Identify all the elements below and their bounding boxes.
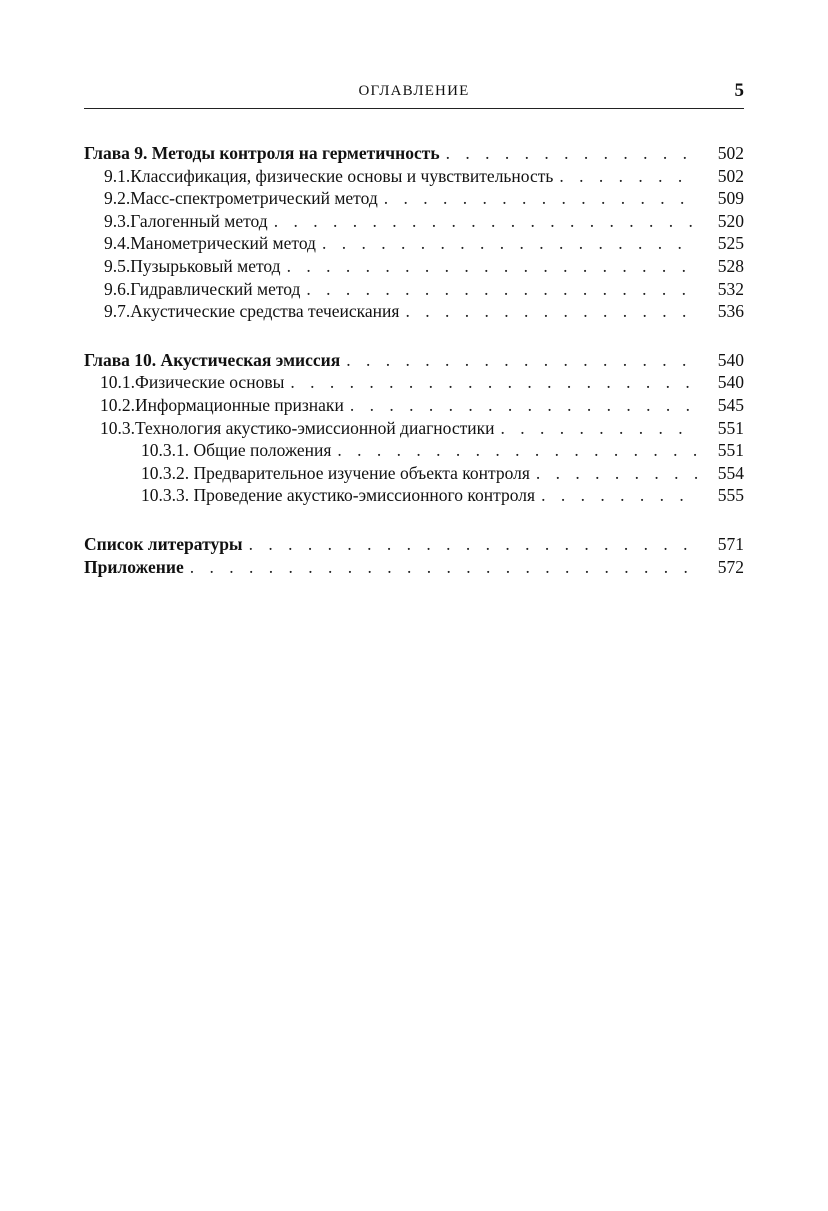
toc-page-number: 520 [717, 210, 744, 231]
dot-leader [350, 394, 698, 417]
toc-section-9-6[interactable] [84, 278, 744, 301]
toc-section-title: Пузырьковый метод [130, 255, 281, 276]
dot-leader [190, 556, 698, 579]
toc-section-number: 9.6. [104, 278, 131, 299]
toc-page-number: 551 [717, 417, 744, 438]
toc-section-9-5[interactable] [84, 255, 744, 278]
toc-section-number: 9.5. [104, 255, 131, 276]
toc-bibliography[interactable] [84, 533, 744, 556]
toc-section-title: Манометрический метод [130, 233, 316, 254]
toc-section-9-1[interactable] [84, 165, 744, 188]
toc-section-10-2[interactable] [84, 394, 744, 417]
toc-page-number: 536 [717, 301, 744, 322]
toc-chapter-title: Список литературы [84, 533, 243, 554]
toc-section-number: 10.1. [100, 372, 135, 393]
toc-section-title: Масс-спектрометрический метод [130, 188, 378, 209]
toc-section-title: Технология акустико-эмиссионной диагностики [135, 417, 495, 438]
toc-subsection-title: 10.3.2. Предварительное изучение объекта контроля [141, 462, 530, 483]
toc-section-title: Акустические средства течеискания [130, 301, 400, 322]
dot-leader [249, 533, 698, 556]
dot-leader [337, 439, 698, 462]
toc-section-10-3[interactable] [84, 417, 744, 440]
dot-leader [274, 210, 698, 233]
toc-section-9-2[interactable] [84, 187, 744, 210]
toc-section-title: Информационные признаки [135, 394, 344, 415]
header-title: ОГЛАВЛЕНИЕ [358, 83, 470, 99]
spacer [84, 507, 744, 533]
toc-section-number: 9.4. [104, 233, 131, 254]
dot-leader [446, 142, 698, 165]
toc-page-number: 509 [717, 188, 744, 209]
toc-subsection-title: 10.3.1. Общие положения [141, 440, 332, 461]
toc-page-number: 540 [717, 349, 744, 370]
toc-section-title: Галогенный метод [130, 210, 268, 231]
toc-section-number: 9.2. [104, 188, 131, 209]
toc-section-title: Физические основы [135, 372, 285, 393]
toc-subsection-10-3-1[interactable] [84, 439, 744, 462]
toc-section-number: 9.7. [104, 301, 131, 322]
toc-page-number: 525 [717, 233, 744, 254]
toc-page-number: 545 [717, 394, 744, 415]
dot-leader [541, 484, 698, 507]
toc-page-number: 532 [717, 278, 744, 299]
toc-chapter-9[interactable] [84, 142, 744, 165]
dot-leader [346, 349, 698, 372]
dot-leader [322, 232, 698, 255]
toc-page-number: 555 [717, 485, 744, 506]
toc-section-number: 9.3. [104, 210, 131, 231]
toc-page-number: 572 [717, 556, 744, 577]
toc-page-number: 540 [717, 372, 744, 393]
dot-leader [290, 371, 698, 394]
toc-chapter-title: Приложение [84, 556, 184, 577]
toc-subsection-10-3-2[interactable] [84, 462, 744, 485]
toc-subsection-10-3-3[interactable] [84, 484, 744, 507]
toc-page-number: 554 [717, 462, 744, 483]
toc-section-number: 10.3. [100, 417, 135, 438]
dot-leader [405, 300, 698, 323]
toc-page-number: 502 [717, 143, 744, 163]
header-page-number: 5 [734, 80, 744, 101]
toc-page-number: 551 [717, 440, 744, 461]
toc-chapter-10[interactable] [84, 349, 744, 372]
toc-section-number: 9.1. [104, 165, 131, 186]
dot-leader [306, 278, 698, 301]
toc-subsection-title: 10.3.3. Проведение акустико-эмиссионного контроля [141, 485, 536, 506]
toc-page-number: 528 [717, 255, 744, 276]
dot-leader [500, 417, 698, 440]
dot-leader [536, 462, 698, 485]
toc-section-9-4[interactable] [84, 232, 744, 255]
toc-section-10-1[interactable] [84, 371, 744, 394]
toc-section-title: Гидравлический метод [130, 278, 301, 299]
toc-section-9-7[interactable] [84, 300, 744, 323]
table-of-contents [84, 142, 744, 578]
toc-chapter-title: Глава 9. Методы контроля на герметичность [84, 143, 440, 163]
toc-chapter-title: Глава 10. Акустическая эмиссия [84, 349, 341, 370]
toc-page-number: 502 [717, 165, 744, 186]
toc-section-title: Классификация, физические основы и чувствительность [130, 165, 554, 186]
dot-leader [384, 187, 698, 210]
toc-appendix[interactable] [84, 556, 744, 579]
dot-leader [559, 165, 698, 188]
running-header [84, 80, 744, 109]
toc-section-9-3[interactable] [84, 210, 744, 233]
spacer [84, 323, 744, 349]
toc-page-number: 571 [717, 533, 744, 554]
toc-section-number: 10.2. [100, 394, 135, 415]
dot-leader [287, 255, 698, 278]
